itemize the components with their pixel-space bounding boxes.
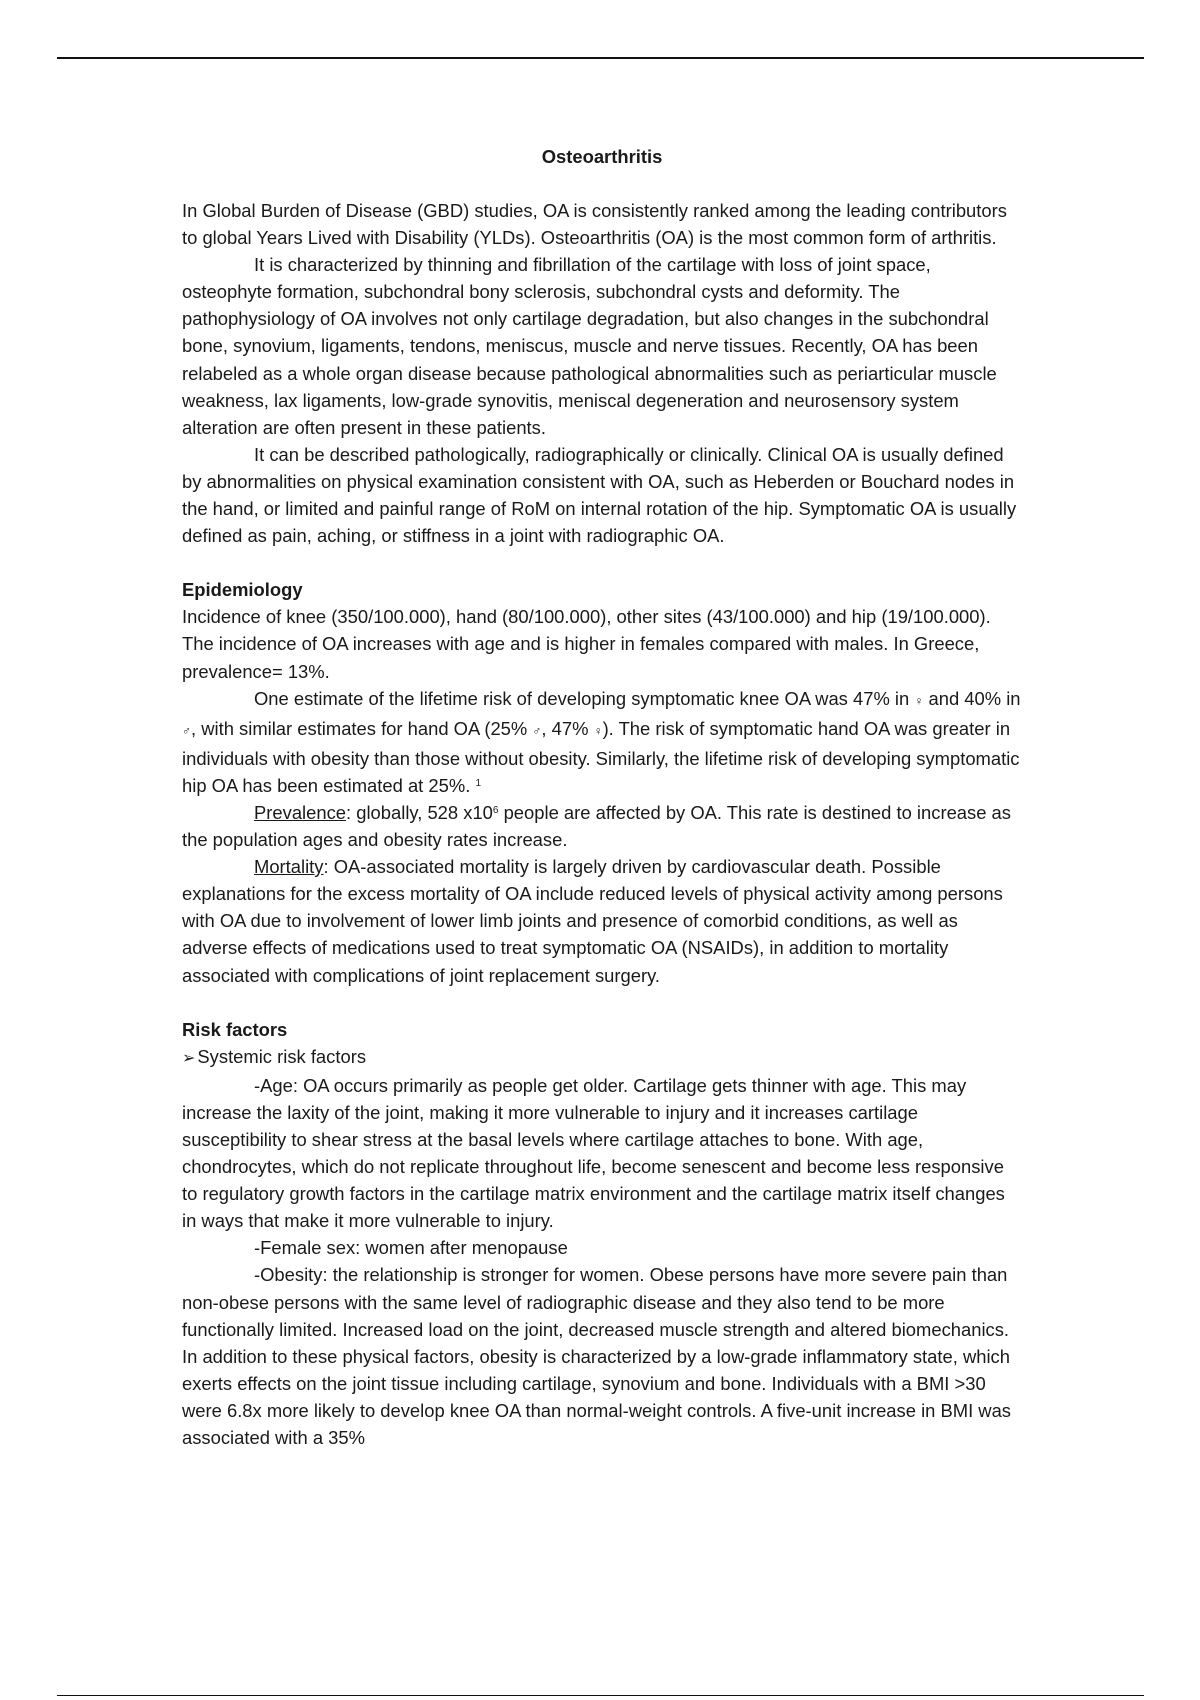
prevalence-label: Prevalence — [254, 801, 347, 823]
footer-rule — [57, 1695, 1144, 1696]
obesity-paragraph: -Obesity: the relationship is stronger for women. Obese persons have more severe pain than non-obese persons with the same level of radiographic disease and they also tend to be more functionally limited. Increased load on the joint, decreased muscle strength and altered biomechanics. In addition to these physical factors, obesity is characterized by a low-grade inflammatory state, which exerts effects on the joint tissue including cartilage, synovium and bone. Individuals with a BMI >30 were 6.8x more likely to develop knee OA than normal-weight controls. A five-unit increase in BMI was associated with a 35% — [182, 1264, 1011, 1449]
reference-marker: 1 — [475, 777, 481, 789]
intro-paragraph-1: In Global Burden of Disease (GBD) studies, OA is consistently ranked among the leading contributors to global Years Lived with Disability (YLDs). Osteoarthritis (OA) is the most common form of arthritis. — [182, 200, 1007, 249]
epidemiology-paragraph-2 — [182, 685, 1022, 799]
epidemiology-heading: Epidemiology — [182, 579, 303, 601]
mortality-paragraph — [182, 853, 1022, 988]
header-rule — [57, 57, 1144, 59]
prevalence-text-a: : globally, 528 x10 — [346, 801, 493, 823]
female-symbol: ♀ — [914, 693, 924, 708]
systemic-risk-factors-label: Systemic risk factors — [197, 1045, 367, 1067]
mortality-label: Mortality — [254, 856, 324, 878]
lifetime-risk-text-c: , with similar estimates for hand OA (25% — [191, 717, 528, 739]
male-symbol: ♂ — [182, 723, 191, 738]
prevalence-paragraph — [182, 799, 1022, 853]
document-page — [182, 142, 1022, 1451]
male-symbol: ♂ — [532, 723, 542, 738]
lifetime-risk-text-b: and 40% in — [928, 687, 1021, 709]
risk-factors-heading: Risk factors — [182, 1018, 288, 1040]
lifetime-risk-text-a: One estimate of the lifetime risk of developing symptomatic knee OA was 47% in — [254, 687, 910, 709]
page-title: Osteoarthritis — [541, 146, 663, 167]
spacer — [182, 989, 1022, 1016]
prevalence-exponent: 6 — [492, 804, 499, 816]
age-paragraph: -Age: OA occurs primarily as people get older. Cartilage gets thinner with age. This may increase the laxity of the joint, making it more vulnerable to injury and it increases cartilage susceptibility to shear stress at the basal levels where cartilage attaches to bone. With age, chondrocytes, which do not replicate throughout life, become senescent and become less responsive to regulatory growth factors in the cartilage matrix environment and the cartilage matrix itself changes in ways that make it more vulnerable to injury. — [182, 1074, 1005, 1232]
spacer — [182, 549, 1022, 576]
epidemiology-paragraph-1: Incidence of knee (350/100.000), hand (80/100.000), other sites (43/100.000) and hip (19/100.000). The incidence of OA increases with age and is higher in females compared with males. In Greece, prevalence= 13%. — [182, 606, 991, 682]
lifetime-risk-text-e: ). The risk of symptomatic hand OA was greater in individuals with obesity than those without obesity. Similarly, the lifetime risk of developing symptomatic hip OA has been estimated at 25%. — [182, 717, 1020, 796]
prevalence-text-b: people are affected by OA. This rate is destined to increase as the population ages and obesity rates increase. — [182, 801, 1011, 851]
female-sex-paragraph: -Female sex: women after menopause — [254, 1237, 568, 1259]
intro-paragraph-3: It can be described pathologically, radiographically or clinically. Clinical OA is usually defined by abnormalities on physical examination consistent with OA, such as Heberden or Bouchard nodes in the hand, or limited and painful range of RoM on internal rotation of the hip. Symptomatic OA is usually defined as pain, aching, or stiffness in a joint with radiographic OA. — [182, 443, 1017, 547]
intro-paragraph-2: It is characterized by thinning and fibrillation of the cartilage with loss of joint space, osteophyte formation, subchondral bony sclerosis, subchondral cysts and deformity. The pathophysiology of OA involves not only cartilage degradation, but also changes in the subchondral bone, synovium, ligaments, tendons, meniscus, muscle and nerve tissues. Recently, OA has been relabeled as a whole organ disease because pathological abnormalities such as periarticular muscle weakness, lax ligaments, low-grade synovitis, meniscal degeneration and neurosensory system alteration are often present in these patients. — [182, 254, 997, 438]
mortality-text: : OA-associated mortality is largely driven by cardiovascular death. Possible explanations for the excess mortality of OA include reduced levels of physical activity among persons with OA due to involvement of lower limb joints and presence of comorbid conditions, as well as adverse effects of medications used to treat symptomatic OA (NSAIDs), in addition to mortality associated with complications of joint replacement surgery. — [182, 856, 1003, 986]
female-symbol: ♀ — [593, 723, 603, 738]
arrow-bullet-icon: ➢ — [182, 1049, 196, 1067]
systemic-risk-factors-item — [182, 1043, 1022, 1072]
lifetime-risk-text-d: , 47% — [541, 717, 589, 739]
